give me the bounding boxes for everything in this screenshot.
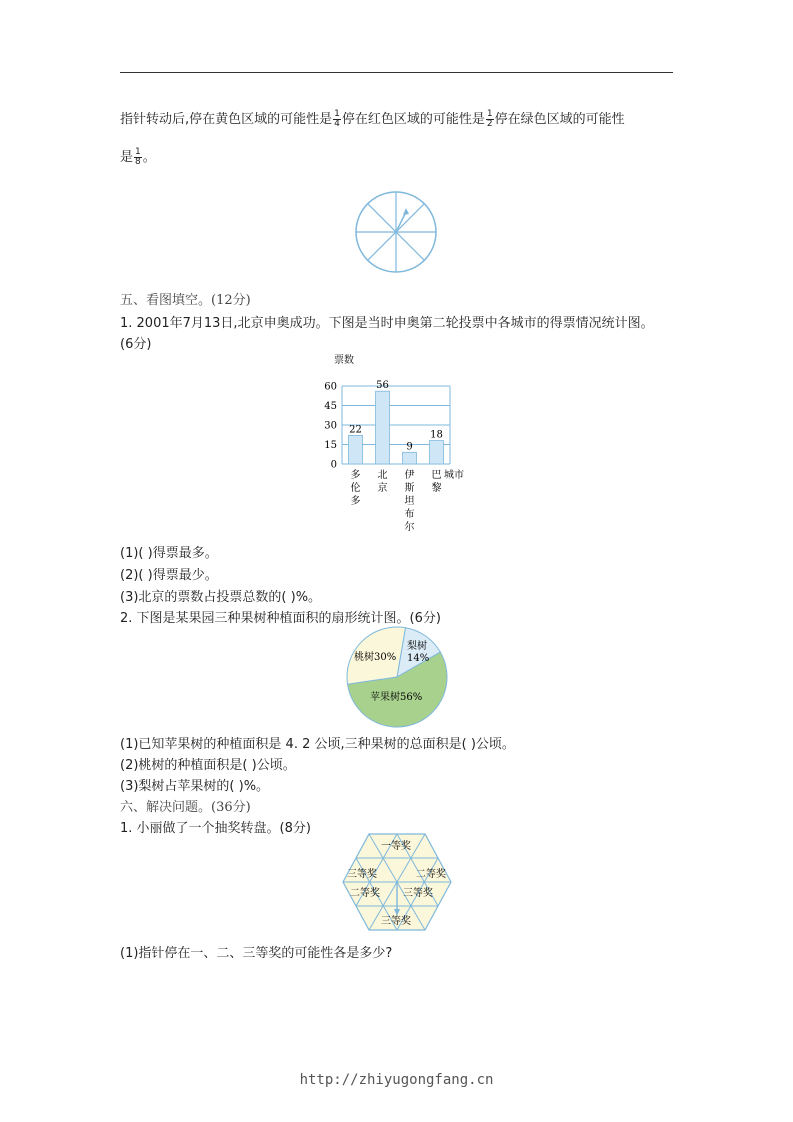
bar-value-label: 18 [430, 429, 443, 441]
hex-label-third-left: 三等奖 [347, 869, 377, 880]
pie-label-pear-pct: 14% [407, 653, 430, 664]
hex-label-third-bottom: 三等奖 [381, 916, 411, 927]
bar-value-label: 22 [349, 424, 362, 436]
section5-q2-c: (3)梨树占苹果树的( )%。 [120, 779, 270, 794]
x-category-label: 多伦多 [350, 470, 361, 507]
bar [430, 441, 444, 464]
section5-q1-a: (1)( )得票最多。 [120, 546, 218, 561]
section5-q1-c: (3)北京的票数占投票总数的( )%。 [120, 590, 322, 605]
section5-q2-a: (1)已知苹果树的种植面积是 4. 2 公顷,三种果树的总面积是( )公顷。 [120, 737, 515, 752]
intro-text: 停在绿色区域的可能性 [494, 112, 625, 127]
fraction-eighth: $\frac{1}{8}$ [135, 147, 141, 167]
bar-value-label: 56 [376, 380, 389, 392]
pie-label-pear: 梨树 [407, 641, 427, 652]
section5-q2-b: (2)桃树的种植面积是( )公顷。 [120, 758, 296, 773]
y-tick-label: 0 [330, 459, 337, 471]
x-category-label: 巴黎 [431, 470, 442, 494]
bar [349, 435, 363, 464]
intro-line-2 [120, 146, 156, 167]
bar-chart-xlabel: 城市 [444, 470, 464, 481]
y-tick-label: 30 [324, 420, 337, 432]
intro-line-1 [120, 108, 625, 129]
pie-label-peach: 桃树30% [354, 652, 397, 663]
bar-chart-ylabel: 票数 [334, 355, 354, 366]
intro-text: 是 [120, 150, 134, 165]
section5-q1-score: (6分) [120, 337, 152, 352]
section5-q1-text: 1. 2001年7月13日,北京申奥成功。下图是当时申奥第二轮投票中各城市的得票情况统计图。 [120, 316, 654, 331]
vote-bar-chart [318, 350, 478, 535]
orchard-pie-chart [344, 624, 450, 730]
intro-text: 指针转动后,停在黄色区域的可能性是 [120, 112, 333, 127]
prize-hexagon-wheel [341, 832, 453, 932]
hex-label-second-right: 二等奖 [416, 869, 446, 880]
header-rule [120, 72, 673, 73]
intro-text: 。 [142, 150, 156, 165]
pie-label-apple: 苹果树56% [370, 692, 423, 703]
spinner-diagram [354, 190, 438, 274]
hex-label-first: 一等奖 [381, 841, 411, 852]
footer-url: http://zhiyugongfang.cn [299, 1072, 494, 1088]
intro-text: 停在红色区域的可能性是 [341, 112, 485, 127]
bar [403, 452, 417, 464]
section5-q2-title: 2. 下图是某果园三种果树种植面积的扇形统计图。(6分) [120, 611, 441, 626]
section6-q1-a: (1)指针停在一、二、三等奖的可能性各是多少? [120, 946, 393, 961]
y-tick-label: 45 [324, 401, 337, 412]
section5-q1-b: (2)( )得票最少。 [120, 568, 218, 583]
x-category-label: 伊斯坦布尔 [404, 470, 415, 533]
bar [376, 391, 390, 464]
section6-q1-title: 1. 小丽做了一个抽奖转盘。(8分) [120, 821, 311, 836]
fraction-half: $\frac{1}{2}$ [486, 109, 493, 129]
y-tick-label: 60 [324, 381, 337, 393]
section6-title: 六、解决问题。(36分) [120, 800, 251, 815]
y-tick-label: 15 [324, 440, 337, 451]
section5-title: 五、看图填空。(12分) [120, 293, 251, 308]
x-category-label: 北京 [377, 470, 388, 494]
fraction-quarter: $\frac{1}{4}$ [334, 109, 340, 129]
hex-label-third-right: 三等奖 [403, 888, 433, 899]
hex-label-second-left: 二等奖 [350, 888, 380, 899]
bar-value-label: 9 [406, 441, 413, 453]
